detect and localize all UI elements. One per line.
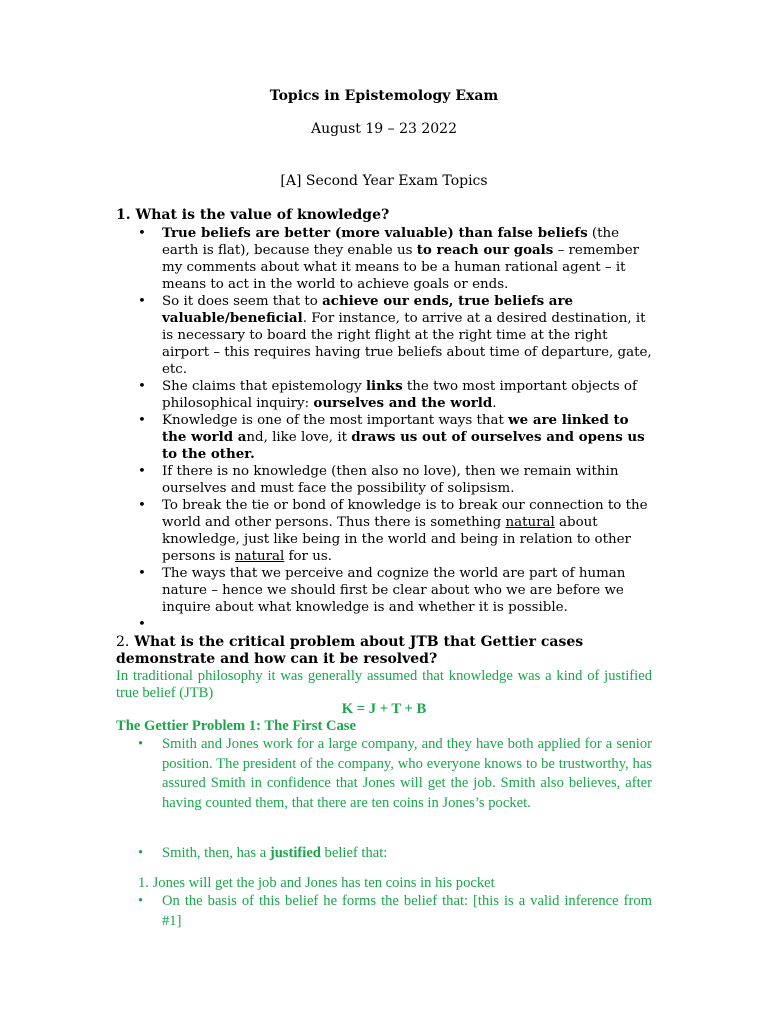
exam-date: August 19 – 23 2022 — [311, 121, 457, 137]
list-item: • True beliefs are better (more valuable) than false beliefs (the earth is flat), because they enable us to reach our goals – remember my comments about what it means to be a human rational agent – it means to act in the world to achieve goals or ends. — [162, 225, 652, 293]
list-item: • On the basis of this belief he forms the belief that: [this is a valid inference from #1] — [162, 892, 652, 931]
list-item — [162, 616, 652, 633]
list-item: • The ways that we perceive and cognize the world are part of human nature – hence we should first be clear about who we are before we inquire about what knowledge is and whether it is possible. — [162, 565, 652, 616]
jtb-intro: In traditional philosophy it was generally assumed that knowledge was a kind of justified true belief (JTB) — [116, 668, 652, 701]
question-1-bullets — [162, 225, 652, 633]
gettier-bullets-2 — [162, 844, 652, 864]
list-item: • Smith and Jones work for a large company, and they have both applied for a senior position. The president of the company, who everyone knows to be trustworthy, has assured Smith in confidence that Jones will get the job. Smith also believes, after having counted them, that there are ten coins in Jones’s pocket. — [162, 735, 652, 813]
numbered-belief: 1. Jones will get the job and Jones has ten coins in his pocket — [138, 875, 495, 891]
jtb-formula: K = J + T + B — [341, 701, 427, 717]
question-2-heading: 2. What is the critical problem about JTB that Gettier cases demonstrate and how can it be resolved? — [116, 634, 584, 667]
list-item: • To break the tie or bond of knowledge is to break our connection to the world and other persons. Thus there is something natural about knowledge, just like being in the world and being in relation to other persons is natural for us. — [162, 497, 652, 565]
question-1-heading: 1. What is the value of knowledge? — [116, 207, 390, 223]
section-subtitle: [A] Second Year Exam Topics — [280, 173, 488, 189]
list-item: • If there is no knowledge (then also no love), then we remain within ourselves and must face the possibility of solipsism. — [162, 463, 652, 497]
gettier-heading: The Gettier Problem 1: The First Case — [116, 718, 356, 734]
document-title: Topics in Epistemology Exam — [269, 88, 499, 104]
gettier-bullets-1 — [162, 735, 652, 813]
list-item: • Knowledge is one of the most important ways that we are linked to the world and, like love, it draws us out of ourselves and opens us to the other. — [162, 412, 652, 463]
list-item: • So it does seem that to achieve our ends, true beliefs are valuable/beneficial. For instance, to arrive at a desired destination, it is necessary to board the right flight at the right time at the right airport – this requires having true beliefs about time of departure, gate, etc. — [162, 293, 652, 378]
list-item: • Smith, then, has a justified belief that: — [162, 844, 652, 864]
gettier-bullets-3 — [162, 892, 652, 931]
list-item: • She claims that epistemology links the two most important objects of philosophical inquiry: ourselves and the world. — [162, 378, 652, 412]
